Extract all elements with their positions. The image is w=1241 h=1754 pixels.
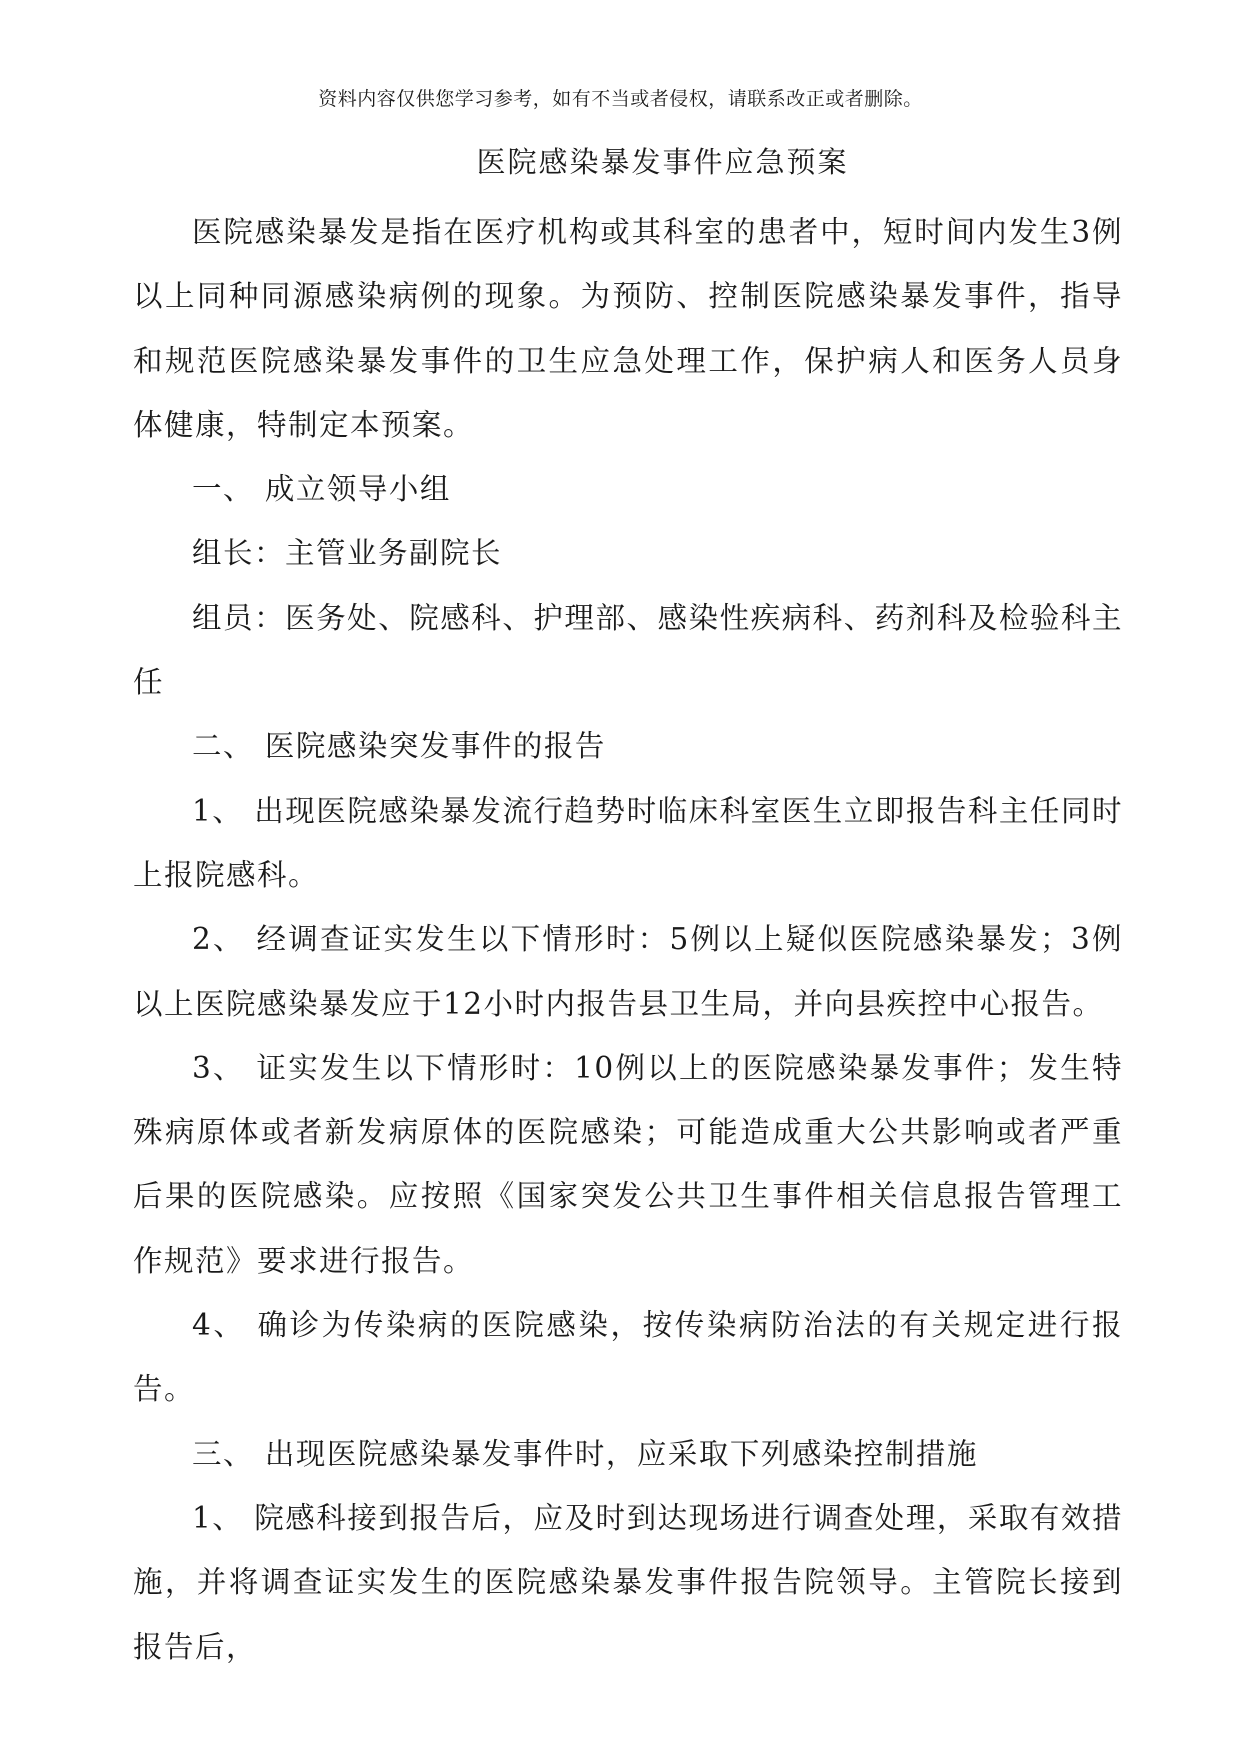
- section-heading-2: 二、 医院感染突发事件的报告: [192, 729, 606, 764]
- section-heading-1: 一、 成立领导小组: [192, 472, 451, 507]
- section-heading-3: 三、 出现医院感染暴发事件时，应采取下列感染控制措施: [192, 1436, 978, 1471]
- disclaimer-header: 资料内容仅供您学习参考，如有不当或者侵权，请联系改正或者删除。: [318, 88, 923, 110]
- document-title: 医院感染暴发事件应急预案: [476, 145, 849, 179]
- paragraph-report-2: 2、 经调查证实发生以下情形时：5例以上疑似医院感染暴发；3例以上医院感染暴发应于12小时内报告县卫生局，并向县疾控中心报告。: [133, 922, 1123, 1021]
- document-body: [133, 200, 1123, 1679]
- paragraph-leader: 组长：主管业务副院长: [192, 536, 503, 571]
- paragraph-members: 组员：医务处、院感科、护理部、感染性疾病科、药剂科及检验科主任: [133, 600, 1123, 700]
- paragraph-control-1: 1、 院感科接到报告后，应及时到达现场进行调查处理，采取有效措施，并将调查证实发生的医院感染暴发事件报告院领导。主管院长接到报告后，: [133, 1500, 1123, 1664]
- paragraph-report-1: 1、 出现医院感染暴发流行趋势时临床科室医生立即报告科主任同时上报院感科。: [133, 793, 1123, 892]
- paragraph-report-4: 4、 确诊为传染病的医院感染，按传染病防治法的有关规定进行报告。: [133, 1308, 1123, 1407]
- paragraph-intro: 医院感染暴发是指在医疗机构或其科室的患者中，短时间内发生3例以上同种同源感染病例的现象。为预防、控制医院感染暴发事件，指导和规范医院感染暴发事件的卫生应急处理工作，保护病人和医务人员身体健康，特制定本预案。: [133, 215, 1123, 442]
- paragraph-report-3: 3、 证实发生以下情形时：10例以上的医院感染暴发事件；发生特殊病原体或者新发病原体的医院感染；可能造成重大公共影响或者严重后果的医院感染。应按照《国家突发公共卫生事件相关信息报告管理工作规范》要求进行报告。: [133, 1050, 1123, 1278]
